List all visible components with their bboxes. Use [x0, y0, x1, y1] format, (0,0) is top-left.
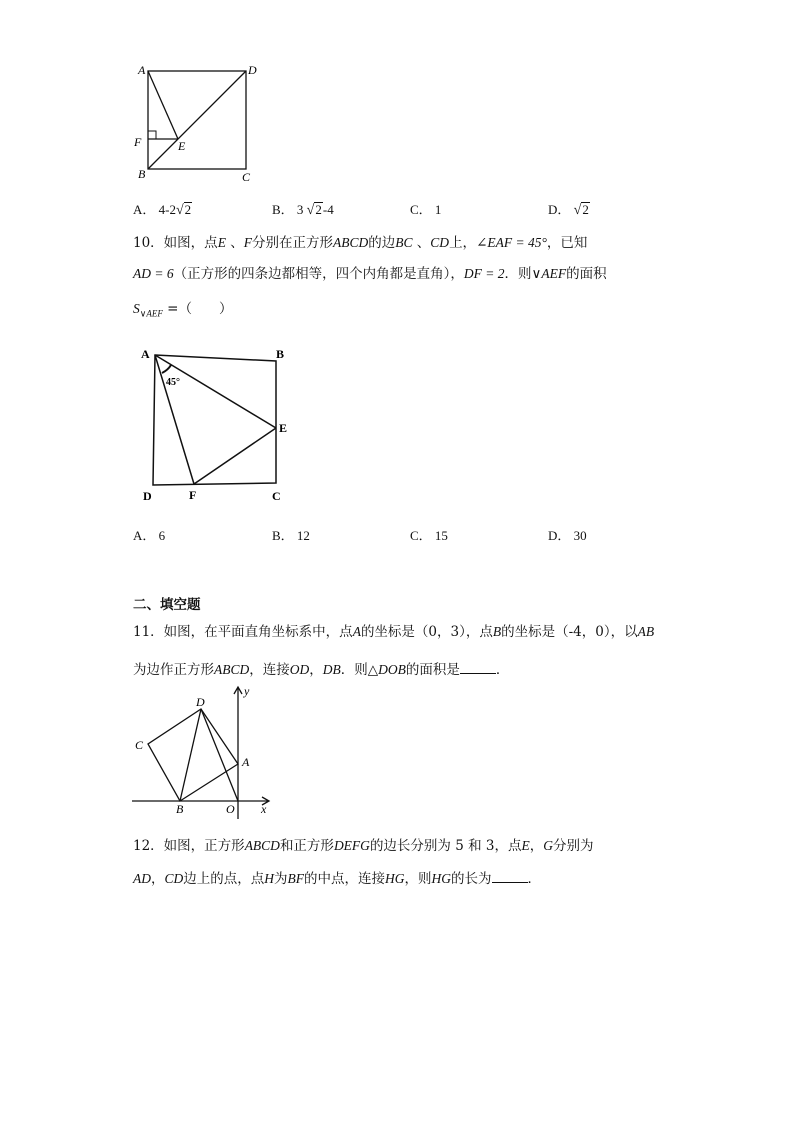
- q10-option-c: C． 15: [410, 528, 448, 543]
- q9-label-e: E: [178, 139, 186, 153]
- q10-label-a: A: [141, 347, 150, 361]
- q11-label-c: C: [135, 738, 144, 752]
- q11-figure: [128, 683, 288, 823]
- q11-label-x: x: [261, 802, 267, 816]
- q10-option-b: B． 12: [272, 528, 310, 543]
- q11-label-o: O: [226, 802, 235, 816]
- section-heading-fill-in: 二、填空题: [133, 597, 201, 613]
- q11-line-2: 为边作正方形ABCD，连接OD，DB．则△DOB的面积是 ．: [133, 662, 510, 678]
- q11-label-y: y: [244, 684, 250, 698]
- q10-square: [153, 355, 276, 485]
- q10-line-3: $S_{\vee AEF}$ =（ ）: [133, 301, 233, 319]
- q10-label-e: E: [279, 421, 288, 435]
- q12-line-2: AD，CD边上的点，点H为BF的中点，连接HG，则HG的长为 ．: [133, 871, 542, 887]
- q11-label-a: A: [242, 755, 250, 769]
- q11-answer-blank[interactable]: [460, 661, 496, 674]
- q9-label-d: D: [248, 63, 257, 77]
- q10-label-b: B: [276, 347, 285, 361]
- q9-option-d: D． √2: [548, 202, 589, 218]
- q9-option-c: C． 1: [410, 202, 442, 217]
- q9-diagonal-bd: [148, 71, 246, 169]
- q10-label-d: D: [143, 489, 152, 503]
- q10-line-2: AD = 6（正方形的四条边都相等，四个内角都是直角），DF = 2．则∨AEF的面积: [133, 266, 607, 282]
- q9-segment-ae: [148, 71, 178, 139]
- q10-angle-arc: [162, 365, 171, 373]
- q10-label-c: C: [272, 489, 281, 503]
- q10-figure: [135, 342, 300, 507]
- q10-label-f: F: [189, 488, 197, 502]
- q11-segment-db: [180, 709, 201, 801]
- q9-option-b: B． 3 √2-4: [272, 202, 334, 218]
- q9-right-angle-mark: [148, 131, 156, 139]
- q10-segment-ef: [194, 428, 276, 484]
- q9-label-a: A: [138, 63, 146, 77]
- q10-option-a: A． 6: [133, 528, 166, 543]
- q10-option-d: D． 30: [548, 528, 587, 543]
- q9-figure: [128, 58, 268, 188]
- q9-label-f: F: [134, 135, 142, 149]
- q11-line-1: 11．如图，在平面直角坐标系中，点A的坐标是（0，3），点B的坐标是（-4，0），以AB: [133, 624, 655, 640]
- q12-answer-blank[interactable]: [492, 870, 528, 883]
- q12-line-1: 12．如图，正方形ABCD和正方形DEFG的边长分别为 5 和 3，点E，G分别为: [133, 838, 594, 854]
- q11-label-b: B: [176, 802, 184, 816]
- q9-label-b: B: [138, 167, 146, 181]
- q9-option-a: A． 4-2√2: [133, 202, 192, 218]
- q9-label-c: C: [242, 170, 251, 184]
- q10-angle-label: 45°: [166, 377, 180, 388]
- q11-square-abcd: [148, 709, 238, 801]
- q11-label-d: D: [196, 695, 205, 709]
- q10-line-1: 10．如图，点E 、F分别在正方形ABCD的边BC 、CD上，∠EAF = 45°，已知: [133, 235, 588, 251]
